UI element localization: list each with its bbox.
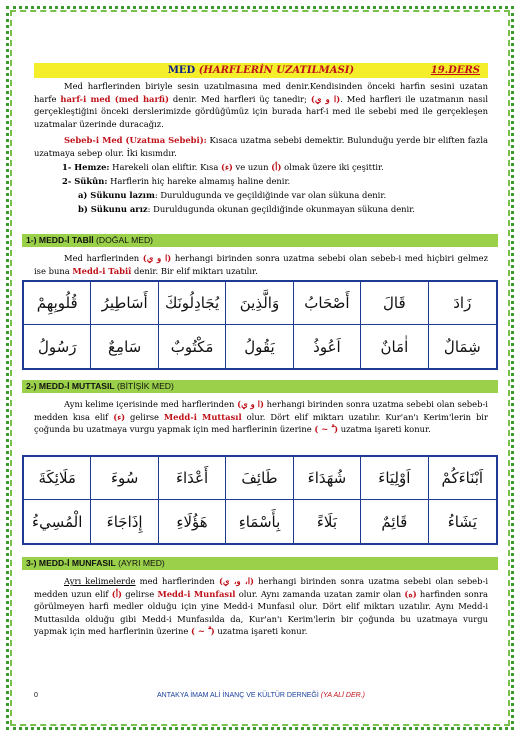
list-label: b) Sükunu arız <box>78 204 148 214</box>
arabic-word-cell: اَوْلِيَاءَ <box>361 457 428 500</box>
arabic-word-cell: إِذَاجَاءَ <box>91 500 158 543</box>
uzatma-sign: ( ~ ۗ ) <box>314 424 339 435</box>
arabic-word-cell: قَائِمٌ <box>361 500 428 543</box>
list-label: a) Sükunu lazım <box>78 190 155 200</box>
text: Kısaca uzatma sebebi demektir. Bulunduğu yerde bir eliften fazla uzatmaya sebep olur. İki kısımdır. <box>34 135 488 158</box>
text: uzatma işareti konur. <box>214 626 308 637</box>
text: harfinden sonra görülmeyen harfi medler olduğu için yine Medd-i Munfasıl olur. Dört elif miktarı uzatılır. Aynı Medd-i Muttasılda olduğu gibi Medd-i Munfasılda da, Kur'an'ı Kerim'lerin bir çoğunda bu uzatmaya vurgu yapmak için med harflerinin üzerine <box>34 588 488 637</box>
arabic-word-cell: اٰمَانٌ <box>361 325 428 368</box>
uzatma-sign: ( ~ ۗ ) <box>190 626 215 637</box>
page-number: 0 <box>34 692 38 699</box>
arabic-word-cell: سَامِعٌ <box>91 325 158 368</box>
list-label: 1- Hemze: <box>62 162 110 172</box>
arabic-letters: (ا و ي) <box>237 399 264 409</box>
title-sub: (HARFLERİN UZATILMASI) <box>198 65 355 76</box>
text: Harflerin hiç hareke almamış haline denir. <box>107 176 291 186</box>
arabic-word-cell: اَبْنَاءَكُمْ <box>429 457 496 500</box>
arabic-word-cell: الْمُسِيءُ <box>24 500 91 543</box>
text: . Med harfleri ile uzatmanın nasıl gerçekleştiğini önceki derslerimizde gördüğümüz için burada harf-i med ile sebebi med ile gerçekleşen uzatmalar üzerinde duracağız. <box>34 93 489 129</box>
arabic-word-cell: رَسُولُ <box>24 325 91 368</box>
list-hemze <box>34 161 488 174</box>
text: herhangi birinden sonra uzatma sebebi olan sebeb-i medden kısa elif <box>34 399 488 422</box>
arabic-word-cell: يُجَادِلُونَكَ <box>159 282 226 325</box>
arabic-letter: (أ) <box>111 588 122 599</box>
section-header-1 <box>22 234 498 247</box>
text: Ayrı kelimelerde <box>64 576 136 586</box>
arabic-word-cell: يَقُولُ <box>226 325 293 368</box>
text: gelirse <box>125 411 164 422</box>
word-table-2 <box>22 455 498 545</box>
text: : Duruldugunda ve geçildiğinde var olan sükuna denir. <box>154 190 387 200</box>
title-bar <box>34 63 488 78</box>
arabic-letter: (ء) <box>221 162 233 172</box>
section-name: MEDD-İ MUTTASIL <box>38 381 115 391</box>
list-label: 2- Sükûn: <box>62 176 108 186</box>
arabic-word-cell: أَسَاطِيرُ <box>91 282 158 325</box>
arabic-letter: (أ) <box>271 162 282 172</box>
text: herhangi birinden sonra uzatma sebebi olan sebeb-i med hiçbiri gelmez ise buna <box>34 253 488 276</box>
arabic-word-cell: قُلُوبِهِمْ <box>24 282 91 325</box>
arabic-word-cell: مَكْتُوبٌ <box>159 325 226 368</box>
text: olur. Dört elif miktarı uzatılır. Kur'an'ı Kerim'lerin bir çoğunda bu uzatmaya vurgu yapmak için med harflerinin üzerine <box>34 411 488 435</box>
section-name: MEDD-İ TABİİ <box>38 235 94 245</box>
section-number: 2-) <box>26 381 37 391</box>
text: gelirse <box>122 588 158 599</box>
term: Medd-i Tabiî <box>72 265 132 276</box>
organization-name <box>34 692 488 699</box>
arabic-word-cell: اَعُوذُ <box>294 325 361 368</box>
text: Med harflerinden <box>64 253 143 263</box>
text: Med harflerinden biriyle sesin uzatılmasına med denir.Kendisinden önceki harfin sesini uzatan harfe <box>34 81 488 104</box>
arabic-letter: (ء) <box>113 411 126 422</box>
section-1-paragraph <box>34 252 488 277</box>
text: med harflerinden <box>135 576 219 586</box>
section-translation: (AYRI MED) <box>118 558 165 568</box>
arabic-letter: (ه) <box>404 588 417 599</box>
list-sukun-ariz <box>34 203 488 216</box>
arabic-word-cell: أَصْحَابُ <box>294 282 361 325</box>
arabic-word-cell: شُهَدَاءَ <box>294 457 361 500</box>
list-sukun-lazim <box>34 189 488 202</box>
lesson-number: 19.DERS <box>430 65 480 76</box>
arabic-letters: (ا و ي) <box>310 93 341 104</box>
section-header-3 <box>22 557 498 570</box>
term: Medd-i Munfasıl <box>157 588 236 599</box>
arabic-word-cell: يَشَاءُ <box>447 512 477 531</box>
title-main: MED <box>167 65 196 76</box>
arabic-word-cell: أَعْدَاءَ <box>159 457 226 500</box>
arabic-word-cell: قَالَ <box>361 282 428 325</box>
arabic-word-cell: هَؤُلَاءِ <box>159 500 226 543</box>
section-name: MEDD-İ MUNFASIL <box>38 558 116 568</box>
text: Aynı kelime içerisinde med harflerinden <box>64 399 238 409</box>
arabic-word-cell: بِأَسْمَاءِ <box>226 500 293 543</box>
text: uzatma işareti konur. <box>338 424 431 435</box>
term: Medd-i Muttasıl <box>163 411 242 422</box>
arabic-word-cell: سُوءَ <box>91 457 158 500</box>
arabic-word-cell: وَالَّذِينَ <box>226 282 293 325</box>
org-abbr: (YA ALİ DER.) <box>320 692 365 699</box>
term: harf-i med (med harfi) <box>60 93 169 104</box>
text: : Duruldugunda okunan geçildiğinde okunmayan sükuna denir. <box>147 204 415 214</box>
term: Sebeb-i Med (Uzatma Sebebi): <box>64 135 207 145</box>
arabic-word-cell: شِمَالٌ <box>443 337 481 356</box>
intro-paragraph <box>34 80 488 130</box>
section-3-paragraph <box>34 575 488 638</box>
list-sukun <box>34 175 488 188</box>
arabic-letters: (ا، و، ي) <box>218 576 255 586</box>
org-text: ANTAKYA İMAM ALİ İNANÇ VE KÜLTÜR DERNEĞİ <box>157 692 319 699</box>
arabic-word-cell: زَادَ <box>429 282 496 325</box>
text: ve uzun <box>232 162 272 172</box>
arabic-word-cell: بَلَاءً <box>294 500 361 543</box>
section-2-paragraph <box>34 398 488 436</box>
page-title <box>34 63 488 78</box>
text: olmak üzere iki çeşittir. <box>281 162 384 172</box>
arabic-word-cell: مَلَائِكَةَ <box>24 457 91 500</box>
text: denir. Med harfleri üç tanedir; <box>168 93 311 104</box>
section-translation: (DOĞAL MED) <box>96 235 154 245</box>
section-number: 3-) <box>26 558 37 568</box>
text: Harekeli olan eliftir. Kısa <box>109 162 221 172</box>
text: herhangi birinden sonra uzatma sebebi olan sebeb-i medden uzun elif <box>34 576 489 599</box>
section-header-2 <box>22 380 498 393</box>
text: denir. Bir elif miktarı uzatılır. <box>131 265 258 276</box>
arabic-letters: (ا و ي) <box>142 253 172 263</box>
text: olur. Aynı zamanda uzatan zamir olan <box>235 588 405 599</box>
arabic-word-cell: طَائِفَ <box>226 457 293 500</box>
sebeb-paragraph <box>34 134 488 159</box>
section-number: 1-) <box>26 235 37 245</box>
section-translation: (BİTİŞİK MED) <box>117 381 174 391</box>
word-table-1 <box>22 280 498 370</box>
